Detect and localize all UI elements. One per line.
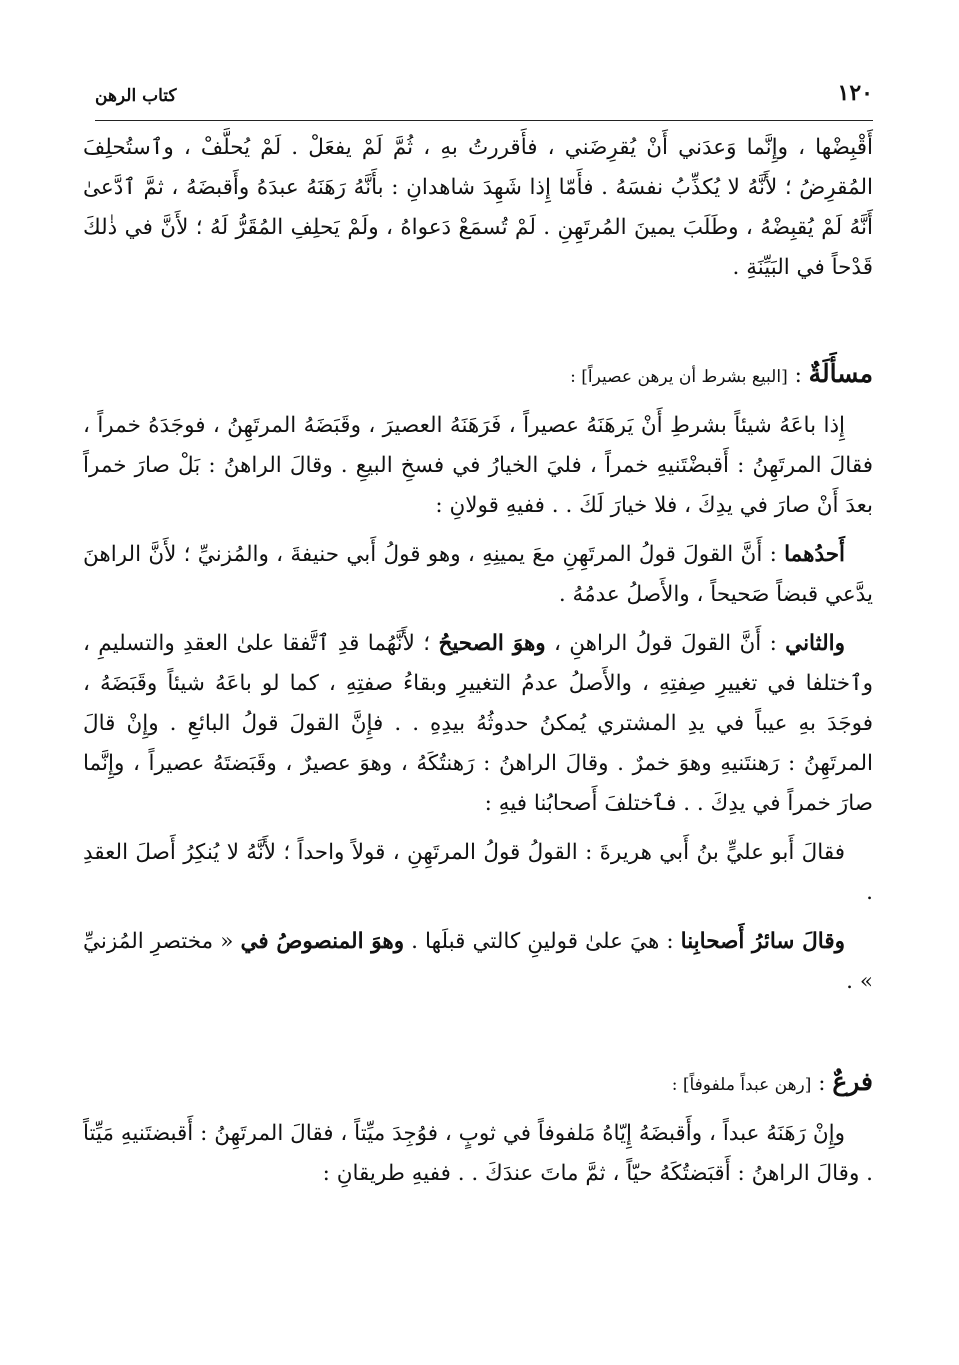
- paragraph-4: [83, 624, 873, 824]
- paragraph-4-lead: والثاني: [785, 631, 846, 656]
- paragraph-1: أَقْبِضْها ، وإِنَّما وَعدَني أَنْ يُقرِضَني ، فأَقررتُ بهِ ، ثُمَّ لَمْ يفعَلْ . لَمْ يُحلَّفْ ، وٱستُحلِفَ المُقرِضُ ؛ لأَنَّهُ لا يُكذِّبُ نفسَهُ . فأَمّا إِذا شَهِدَ شاهدانِ : بأَنَّهُ رَهَنَهُ عبدَهُ وأَقبضَهُ ، ثمَّ ٱدَّعىٰ أَنَّهُ لَمْ يُقبِضْهُ ، وطَلَبَ يمينَ المُرتَهِنِ . لَمْ تُسمَعْ دَعواهُ ، ولَمْ يَحلِفِ المُقَرُّ لَهُ ؛ لأَنَّ في ذٰلكَ قَدْحاً في البَيِّنَةِ .: [83, 135, 873, 280]
- fara-separator: :: [811, 1071, 833, 1096]
- paragraph-4-text-c: ؛ لأَنَّهُما قدِ ٱتَّفقا علىٰ العقدِ والتسليمِ ، وٱختلفا في تغييرِ صِفتِهِ ، والأَصلُ عدمُ التغييرِ وبقاءُ صفتِهِ ، كما لو باعَهُ شيئاً وقَبَضَهُ ، فوجَدَ بهِ عيباً في يدِ المشتري يُمكنُ حدوثُهُ بيدِهِ . . فإِنَّ القولَ قولُ البائعِ . وإِنْ قالَ المرتَهِنُ : رَهنتَنيهِ وهوَ خمرٌ . وقالَ الراهنُ : رَهنتُكَهُ ، وهوَ عصيرٌ ، وقَبَضتَهُ عصيراً ، وإِنَّما صارَ خمراً في يدِكَ . . فٱختلفَ أَصحابُنا فيهِ :: [83, 631, 873, 816]
- paragraph-7: وإِنْ رَهَنَهُ عبداً ، وأَقبضَهُ إِيّاهُ مَلفوفاً في ثوبٍ ، فوُجِدَ ميِّتاً ، فقالَ المرتَهِنُ : أَقبضتَنيهِ مَيِّتاً . وقالَ الراهنُ : أَقبَضتُكَهُ حيّاً ، ثمَّ ماتَ عندَكَ . . ففيهِ طريقانِ :: [83, 1121, 873, 1186]
- paragraph-3-lead: أَحدُهما: [784, 542, 845, 567]
- paragraph-5: فقالَ أَبو عليٍّ بنُ أَبي هريرةَ : القولُ قولُ المرتَهِنِ ، قولاً واحداً ؛ لأَنَّهُ لا يُنكِرُ أَصلَ العقدِ .: [83, 840, 873, 905]
- fara-term: فرعٌ: [832, 1067, 873, 1096]
- masala-heading: [83, 354, 873, 397]
- paragraph-6-text-a: : هيَ علىٰ قولينِ كالتي قبلَها .: [404, 929, 681, 954]
- paragraph-4-bold: وهوَ الصحيحُ: [438, 631, 546, 656]
- paragraph-3-text: : أَنَّ القولَ قولُ المرتَهِنِ معَ يمينِهِ ، وهو قولُ أَبي حنيفةَ ، والمُزنيِّ ؛ لأَنَّ الراهنَ يدَّعي قبضاً صَحيحاً ، والأَصلُ عدمُهُ .: [83, 542, 873, 607]
- masala-subject: [البيع بشرط أن يرهن عصيراً] :: [570, 367, 788, 387]
- page-number: ١٢٠: [837, 80, 873, 106]
- masala-term: مسأَلَةٌ: [808, 359, 873, 388]
- paragraph-6: [83, 922, 873, 1002]
- paragraph-6-text-c: « مختصرِ المُزنيِّ » .: [83, 929, 873, 994]
- paragraph-2: إِذا باعَهُ شيئاً بشرطِ أَنْ يَرهَنَهُ عصيراً ، فَرَهَنَهُ العصيرَ ، وقَبَضَهُ المرتَهِنُ ، فوجَدَهُ خمراً ، فقالَ المرتَهِنُ : أَقبضْتَنيهِ خمراً ، فليَ الخيارُ في فسخِ البيعِ . وقالَ الراهنُ : بَلْ صارَ خمراً بعدَ أَنْ صارَ في يدِكَ ، فلا خيارَ لَكَ . . ففيهِ قولانِ :: [83, 413, 873, 518]
- masala-separator: :: [787, 363, 809, 388]
- paragraph-3: [83, 535, 873, 615]
- paragraph-6-bold: وهوَ المنصوصُ في: [240, 929, 405, 954]
- fara-heading: [83, 1062, 873, 1105]
- page-header: [95, 80, 873, 121]
- page-body: [83, 128, 873, 1194]
- paragraph-4-text-a: : أَنَّ القولَ قولُ الراهنِ ،: [545, 631, 786, 656]
- paragraph-6-lead: وقالَ سائرُ أَصحابِنا: [680, 929, 845, 954]
- fara-subject: [رهن عبداً ملفوفاً] :: [671, 1075, 812, 1095]
- running-title: كتاب الرهن: [95, 86, 177, 106]
